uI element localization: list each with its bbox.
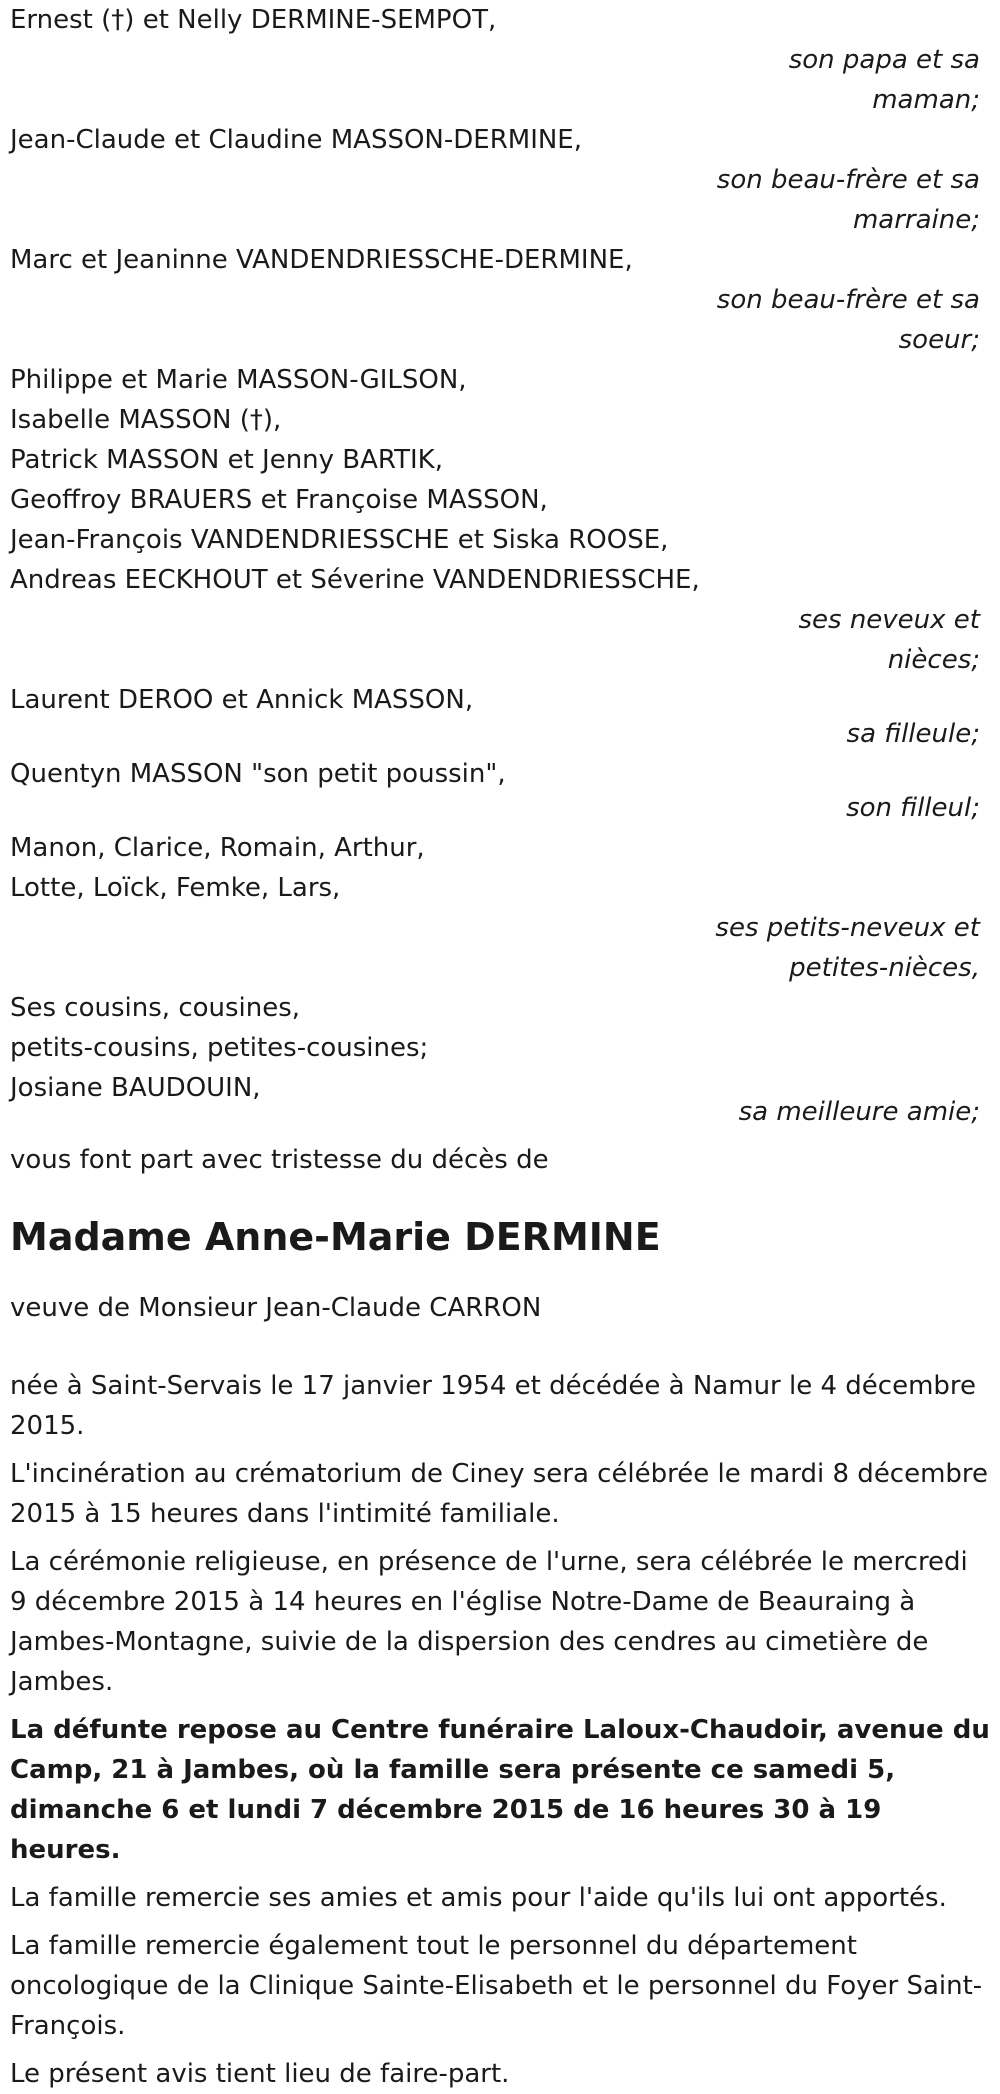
relation-label: ses petits-neveux et	[715, 913, 980, 943]
family-line: Patrick MASSON et Jenny BARTIK,	[10, 445, 443, 475]
family-line: Marc et Jeaninne VANDENDRIESSCHE-DERMINE,	[10, 245, 633, 275]
family-line: Isabelle MASSON (†),	[10, 405, 282, 435]
family-list	[10, 0, 990, 1132]
family-line: Jean-Claude et Claudine MASSON-DERMINE,	[10, 125, 582, 155]
relation-label: sa meilleure amie;	[738, 1097, 980, 1127]
family-line: Manon, Clarice, Romain, Arthur,	[10, 833, 425, 863]
relation-label: son filleul;	[846, 793, 980, 823]
family-line: Ernest (†) et Nelly DERMINE-SEMPOT,	[10, 5, 497, 35]
relation-label: petites-nièces,	[789, 953, 980, 983]
family-group	[10, 240, 990, 360]
family-line: Laurent DEROO et Annick MASSON,	[10, 685, 474, 715]
details-section	[10, 1366, 990, 2094]
family-line: petits-cousins, petites-cousines;	[10, 1033, 429, 1063]
relation-label: son beau-frère et sa	[716, 165, 980, 195]
relation-label: son beau-frère et sa	[716, 285, 980, 315]
family-line: Philippe et Marie MASSON-GILSON,	[10, 365, 467, 395]
widow-of-text: veuve de Monsieur Jean-Claude CARRON	[10, 1293, 542, 1323]
family-group	[10, 754, 990, 828]
thanks-staff-paragraph: La famille remercie également tout le personnel du département oncologique de la Clinique Sainte-Elisabeth et le personnel du Foyer Saint-François.	[10, 1931, 983, 2041]
relation-label: soeur;	[898, 325, 980, 355]
family-group	[10, 0, 990, 120]
relation-label: marraine;	[852, 205, 980, 235]
family-group	[10, 360, 990, 680]
relation-label: maman;	[872, 85, 980, 115]
family-line: Quentyn MASSON "son petit poussin",	[10, 759, 506, 789]
family-group	[10, 988, 990, 1132]
family-group	[10, 680, 990, 754]
cremation-paragraph: L'incinération au crématorium de Ciney sera célébrée le mardi 8 décembre 2015 à 15 heures dans l'intimité familiale.	[10, 1459, 989, 1529]
announcement-text: vous font part avec tristesse du décès de	[10, 1145, 549, 1175]
relation-label: nièces;	[887, 645, 980, 675]
family-line: Lotte, Loïck, Femke, Lars,	[10, 873, 341, 903]
ceremony-paragraph: La cérémonie religieuse, en présence de l'urne, sera célébrée le mercredi 9 décembre 2015 à 14 heures en l'église Notre-Dame de Beauraing à Jambes-Montagne, suivie de la dispersion des cendres au cimetière de Jambes.	[10, 1547, 968, 1697]
family-line: Ses cousins, cousines,	[10, 993, 301, 1023]
family-line: Geoffroy BRAUERS et Françoise MASSON,	[10, 485, 548, 515]
birth-death-paragraph: née à Saint-Servais le 17 janvier 1954 et décédée à Namur le 4 décembre 2015.	[10, 1371, 977, 1441]
relation-label: ses neveux et	[798, 605, 980, 635]
family-line: Josiane BAUDOUIN,	[10, 1073, 261, 1103]
deceased-name: Madame Anne-Marie DERMINE	[10, 1215, 661, 1259]
family-group	[10, 120, 990, 240]
viewing-paragraph: La défunte repose au Centre funéraire Laloux-Chaudoir, avenue du Camp, 21 à Jambes, où la famille sera présente ce samedi 5, dimanche 6 et lundi 7 décembre 2015 de 16 heures 30 à 19 heures.	[10, 1715, 990, 1865]
notice-paragraph: Le présent avis tient lieu de faire-part.	[10, 2059, 510, 2089]
family-line: Jean-François VANDENDRIESSCHE et Siska ROOSE,	[10, 525, 669, 555]
thanks-paragraph: La famille remercie ses amies et amis pour l'aide qu'ils lui ont apportés.	[10, 1883, 947, 1913]
relation-label: son papa et sa	[788, 45, 980, 75]
family-line: Andreas EECKHOUT et Séverine VANDENDRIESSCHE,	[10, 565, 700, 595]
family-group	[10, 828, 990, 988]
relation-label: sa filleule;	[846, 719, 980, 749]
